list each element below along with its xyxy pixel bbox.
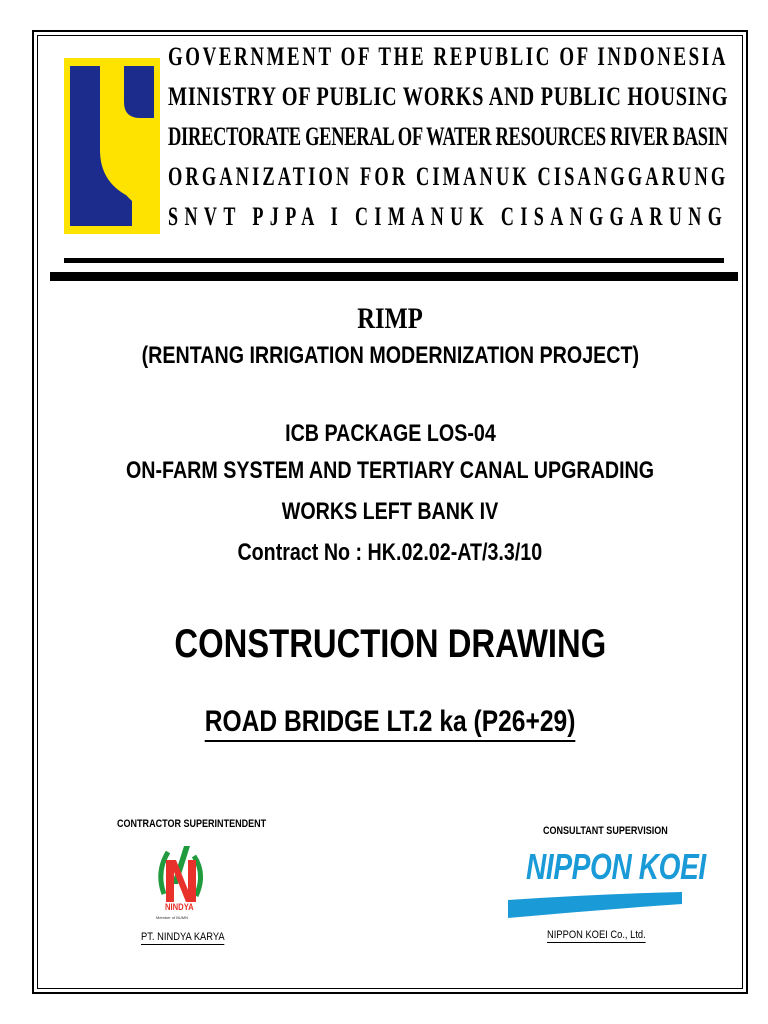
drawing-subject: ROAD BRIDGE LT.2 ka (P26+29) bbox=[40, 705, 740, 742]
project-acronym: RIMP bbox=[357, 302, 423, 335]
contract-number: Contract No : HK.02.02-AT/3.3/10 bbox=[237, 539, 543, 566]
nindya-logo-tagline: Member of BUMN bbox=[156, 915, 189, 920]
header-line-ministry: MINISTRY OF PUBLIC WORKS AND PUBLIC HOUSING bbox=[168, 82, 729, 111]
package-description-cont: WORKS LEFT BANK IV bbox=[281, 498, 499, 525]
header-line-government: GOVERNMENT OF THE REPUBLIC OF INDONESIA bbox=[168, 42, 728, 71]
consultant-name: NIPPON KOEI Co., Ltd. bbox=[547, 929, 646, 941]
consultant-title: CONSULTANT SUPERVISION bbox=[543, 825, 668, 837]
header-line-organization: ORGANIZATION FOR CIMANUK CISANGGARUNG bbox=[168, 162, 729, 191]
header-line-directorate: DIRECTORATE GENERAL OF WATER RESOURCES RIVER BASIN bbox=[168, 122, 728, 151]
contractor-title: CONTRACTOR SUPERINTENDENT bbox=[117, 818, 267, 830]
header-rule-thick bbox=[50, 272, 738, 281]
package-description: ON-FARM SYSTEM AND TERTIARY CANAL UPGRADING bbox=[125, 457, 655, 484]
package-title: ICB PACKAGE LOS-04 bbox=[284, 420, 496, 447]
project-full-name: (RENTANG IRRIGATION MODERNIZATION PROJECT) bbox=[141, 342, 639, 369]
drawing-type: CONSTRUCTION DRAWING bbox=[174, 622, 606, 666]
header-block bbox=[168, 44, 734, 244]
nindya-logo-word: NINDYA bbox=[165, 902, 194, 912]
header-line-snvt: SNVT PJPA I CIMANUK CISANGGARUNG bbox=[168, 202, 729, 231]
nippon-koei-logo-word: NIPPON KOEI bbox=[526, 846, 706, 887]
contractor-name: PT. NINDYA KARYA bbox=[141, 931, 225, 943]
pu-ministry-logo bbox=[64, 58, 160, 234]
header-rule-thin bbox=[64, 258, 724, 263]
